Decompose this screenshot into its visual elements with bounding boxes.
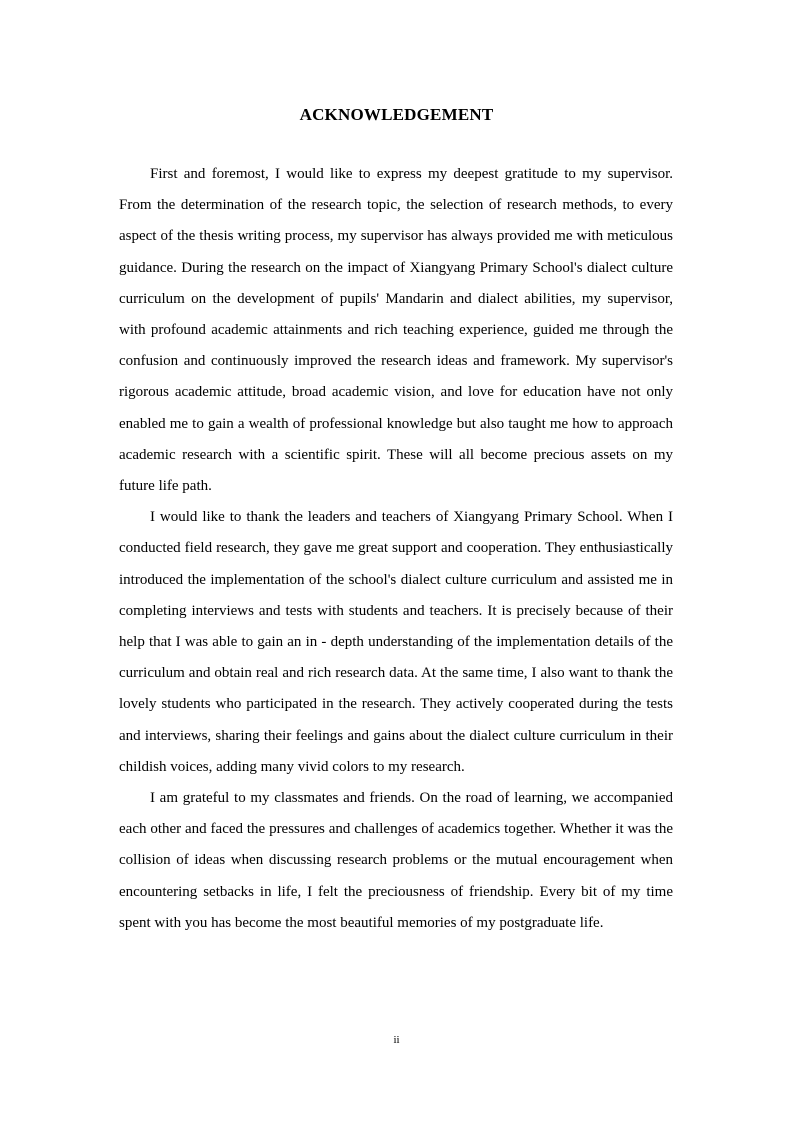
paragraph-school: I would like to thank the leaders and teachers of Xiangyang Primary School. When I conducted field research, they gave me great support and cooperation. They enthusiastically introduced the implementation of the school's dialect culture curriculum and assisted me in completing interviews and tests with students and teachers. It is precisely because of their help that I was able to gain an in - depth understanding of the implementation details of the curriculum and obtain real and rich research data. At the same time, I also want to thank the lovely students who participated in the research. They actively cooperated during the tests and interviews, sharing their feelings and gains about the dialect culture curriculum in their childish voices, adding many vivid colors to my research. [119,509,673,775]
page-number: ii [393,1034,400,1046]
page-title: ACKNOWLEDGEMENT [299,105,494,124]
body-text [119,159,673,939]
paragraph-friends: I am grateful to my classmates and friends. On the road of learning, we accompanied each other and faced the pressures and challenges of academics together. Whether it was the collision of ideas when discussing research problems or the mutual encouragement when encountering setbacks in life, I felt the preciousness of friendship. Every bit of my time spent with you has become the most beautiful memories of my postgraduate life. [119,790,673,931]
paragraph-supervisor: First and foremost, I would like to express my deepest gratitude to my supervisor. From the determination of the research topic, the selection of research methods, to every aspect of the thesis writing process, my supervisor has always provided me with meticulous guidance. During the research on the impact of Xiangyang Primary School's dialect culture curriculum on the development of pupils' Mandarin and dialect abilities, my supervisor, with profound academic attainments and rich teaching experience, guided me through the confusion and continuously improved the research ideas and framework. My supervisor's rigorous academic attitude, broad academic vision, and love for education have not only enabled me to gain a wealth of professional knowledge but also taught me how to approach academic research with a scientific spirit. These will all become precious assets on my future life path. [119,166,673,495]
